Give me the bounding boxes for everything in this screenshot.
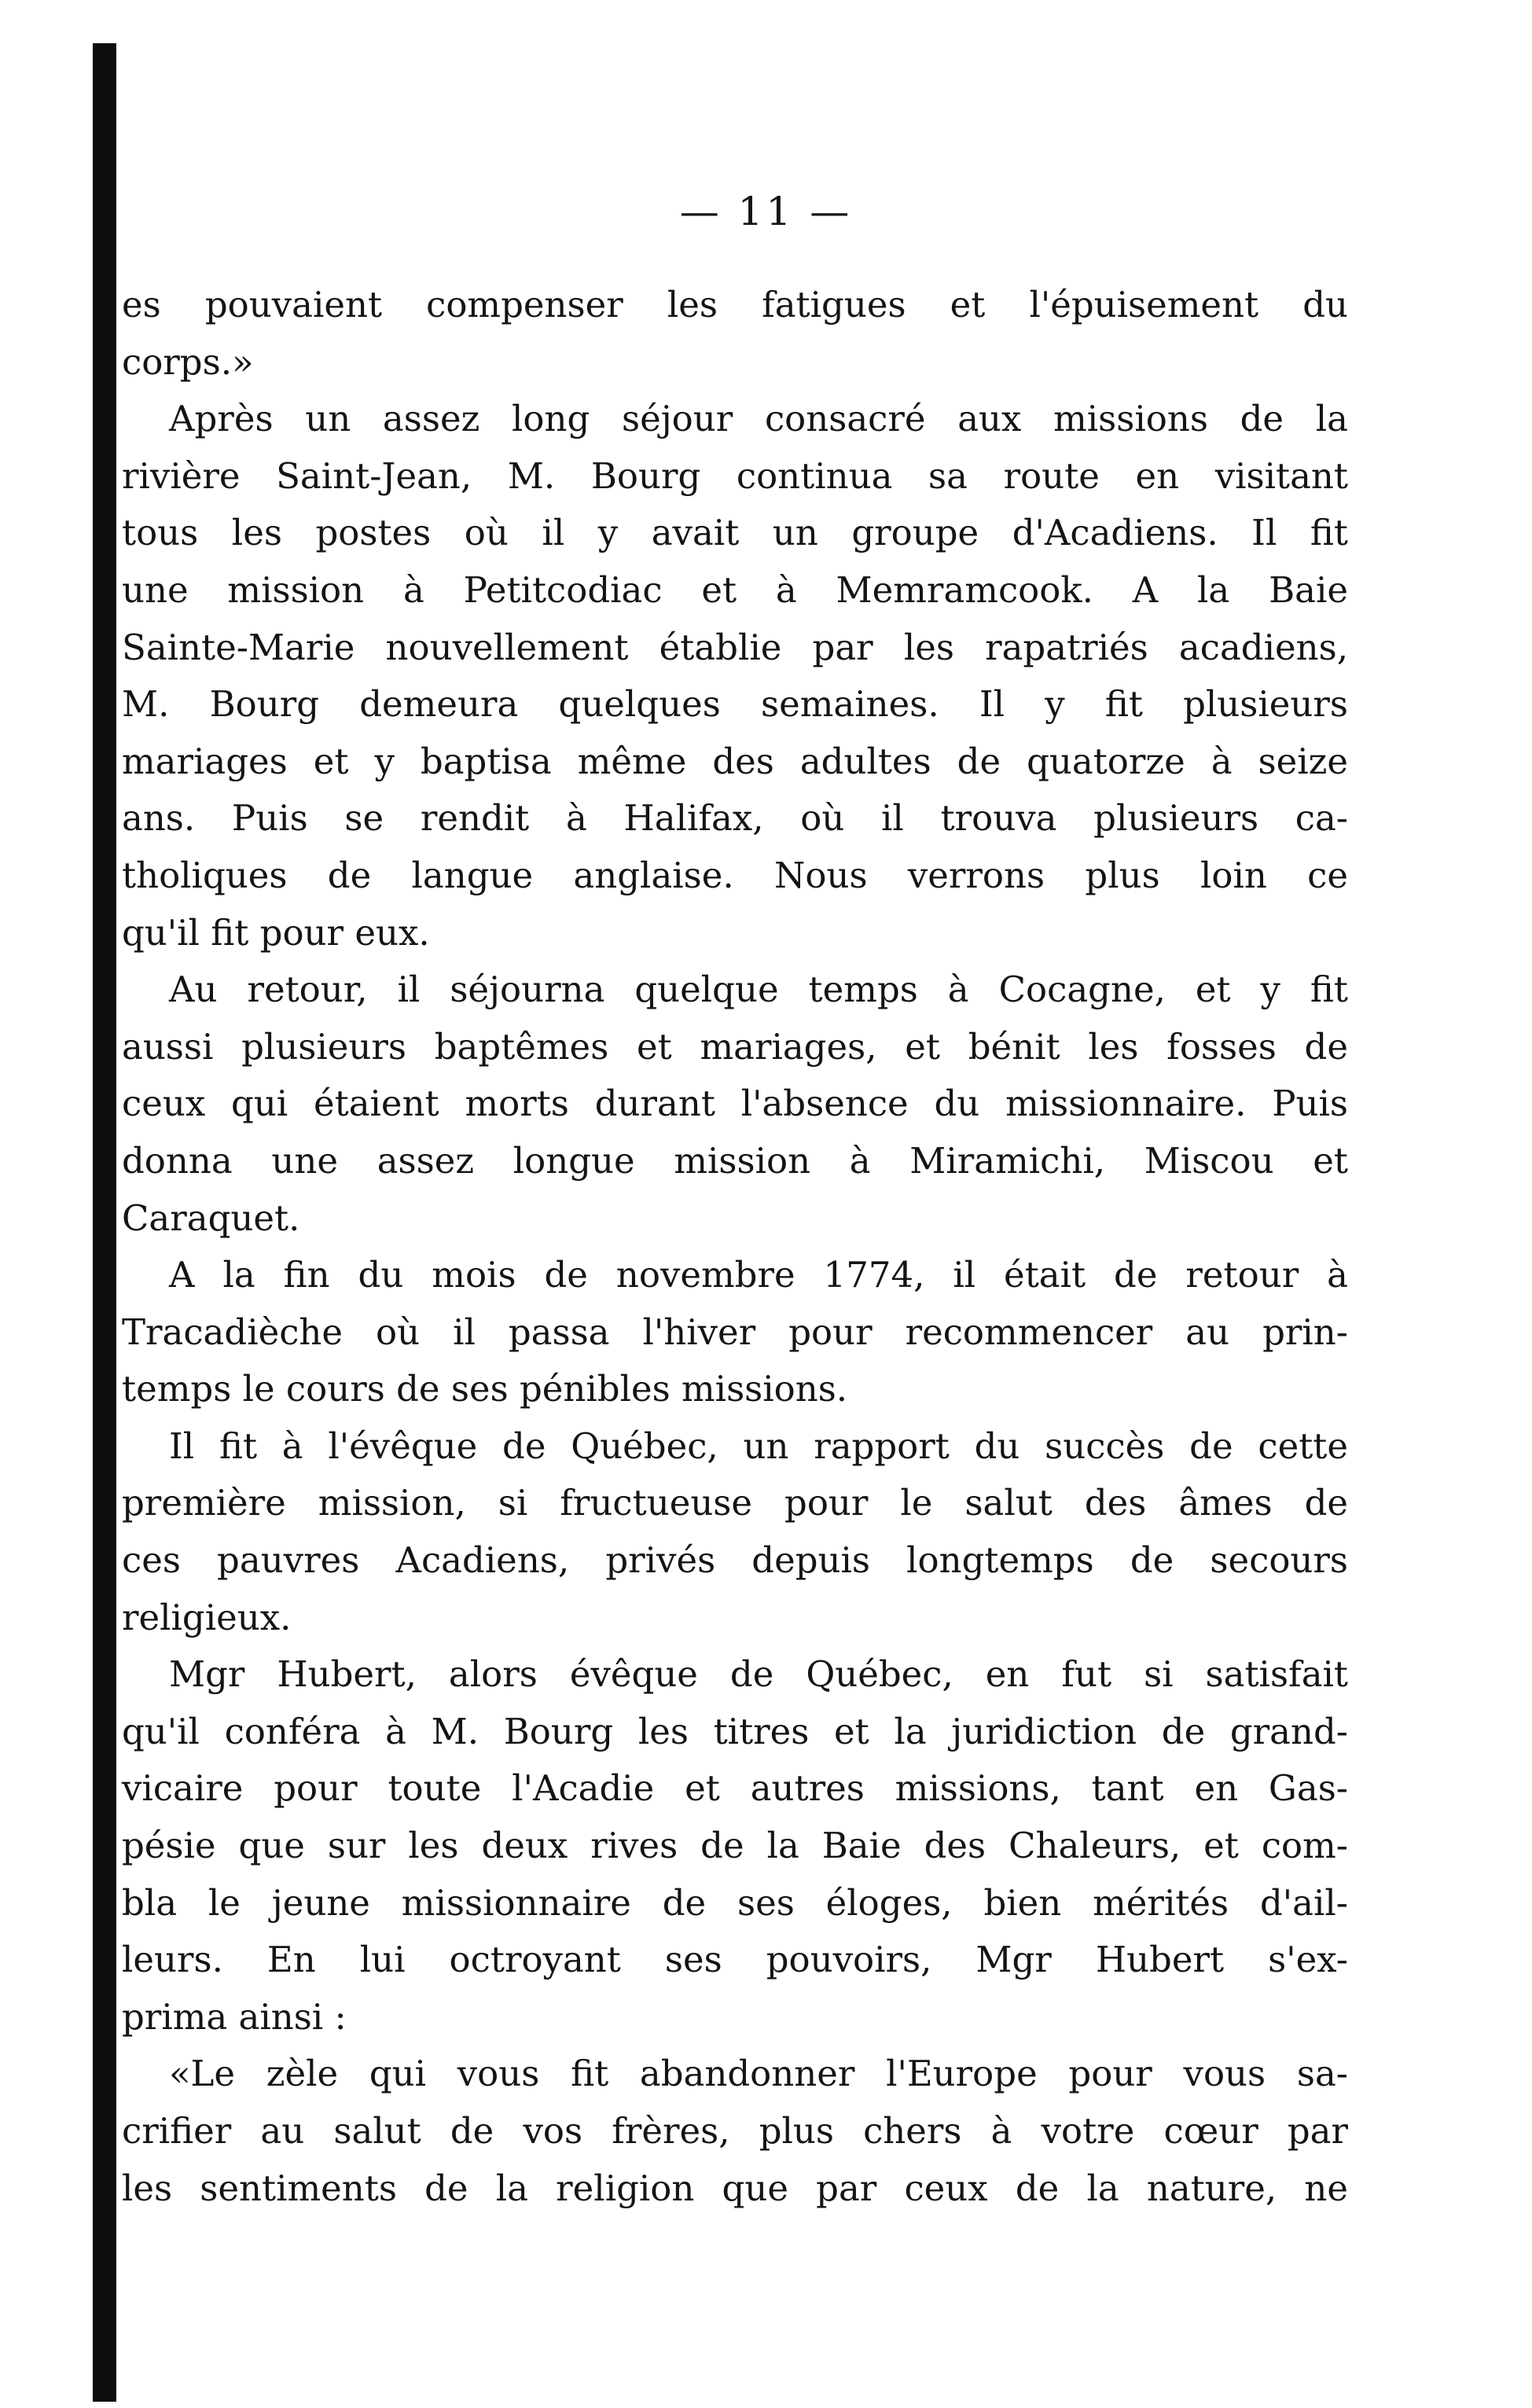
text-line: es pouvaient compenser les fatigues et l'épuisement du xyxy=(122,284,1348,325)
text-line: ans. Puis se rendit à Halifax, où il trouva plusieurs ca- xyxy=(122,797,1348,840)
text-line: ces pauvres Acadiens, privés depuis longtemps de secours xyxy=(122,1539,1348,1582)
text-line: leurs. En lui octroyant ses pouvoirs, Mgr Hubert s'ex- xyxy=(122,1939,1348,1981)
text-line: Tracadièche où il passa l'hiver pour recommencer au prin- xyxy=(122,1311,1348,1353)
text-line: Caraquet. xyxy=(122,1197,300,1239)
page-number: — 11 — xyxy=(679,189,853,234)
text-line: donna une assez longue mission à Miramichi, Miscou et xyxy=(122,1139,1348,1182)
text-line: les sentiments de la religion que par ceux de la nature, ne xyxy=(122,2167,1348,2209)
text-line: vicaire pour toute l'Acadie et autres missions, tant en Gas- xyxy=(122,1767,1348,1810)
text-line: bla le jeune missionnaire de ses éloges, bien mérités d'ail- xyxy=(122,1881,1348,1924)
body-text xyxy=(122,277,1348,2217)
text-line: Au retour, il séjourna quelque temps à Cocagne, et y fit xyxy=(169,969,1348,1011)
text-line: ceux qui étaient morts durant l'absence du missionnaire. Puis xyxy=(122,1083,1348,1125)
text-line: qu'il conféra à M. Bourg les titres et la juridiction de grand- xyxy=(122,1710,1348,1752)
text-line: une mission à Petitcodiac et à Memramcook. A la Baie xyxy=(122,568,1348,611)
text-line: A la fin du mois de novembre 1774, il était de retour à xyxy=(169,1254,1348,1296)
text-line: religieux. xyxy=(122,1596,292,1638)
text-line: aussi plusieurs baptêmes et mariages, et bénit les fosses de xyxy=(122,1025,1348,1068)
text-line: tous les postes où il y avait un groupe d'Acadiens. Il fit xyxy=(122,512,1348,554)
text-line: Sainte-Marie nouvellement établie par les rapatriés acadiens, xyxy=(122,626,1348,668)
text-line: Mgr Hubert, alors évêque de Québec, en fut si satisfait xyxy=(169,1653,1348,1696)
text-line: prima ainsi : xyxy=(122,1995,347,2038)
text-line: qu'il fit pour eux. xyxy=(122,911,430,954)
text-line: rivière Saint-Jean, M. Bourg continua sa route en visitant xyxy=(122,454,1348,497)
text-line: temps le cours de ses pénibles missions. xyxy=(122,1368,848,1410)
text-line: pésie que sur les deux rives de la Baie des Chaleurs, et com- xyxy=(122,1825,1348,1867)
binding-edge xyxy=(93,43,116,2402)
text-line: «Le zèle qui vous fit abandonner l'Europe pour vous sa- xyxy=(169,2053,1348,2095)
text-line: crifier au salut de vos frères, plus chers à votre cœur par xyxy=(122,2110,1348,2152)
text-line: tholiques de langue anglaise. Nous verrons plus loin ce xyxy=(122,854,1348,896)
text-line: Il fit à l'évêque de Québec, un rapport du succès de cette xyxy=(169,1425,1348,1467)
text-line: première mission, si fructueuse pour le salut des âmes de xyxy=(122,1482,1348,1524)
text-line: Après un assez long séjour consacré aux missions de la xyxy=(169,398,1348,440)
text-line: mariages et y baptisa même des adultes de quatorze à seize xyxy=(122,740,1348,782)
text-line: corps.» xyxy=(122,340,254,383)
text-line: M. Bourg demeura quelques semaines. Il y fit plusieurs xyxy=(122,683,1348,726)
